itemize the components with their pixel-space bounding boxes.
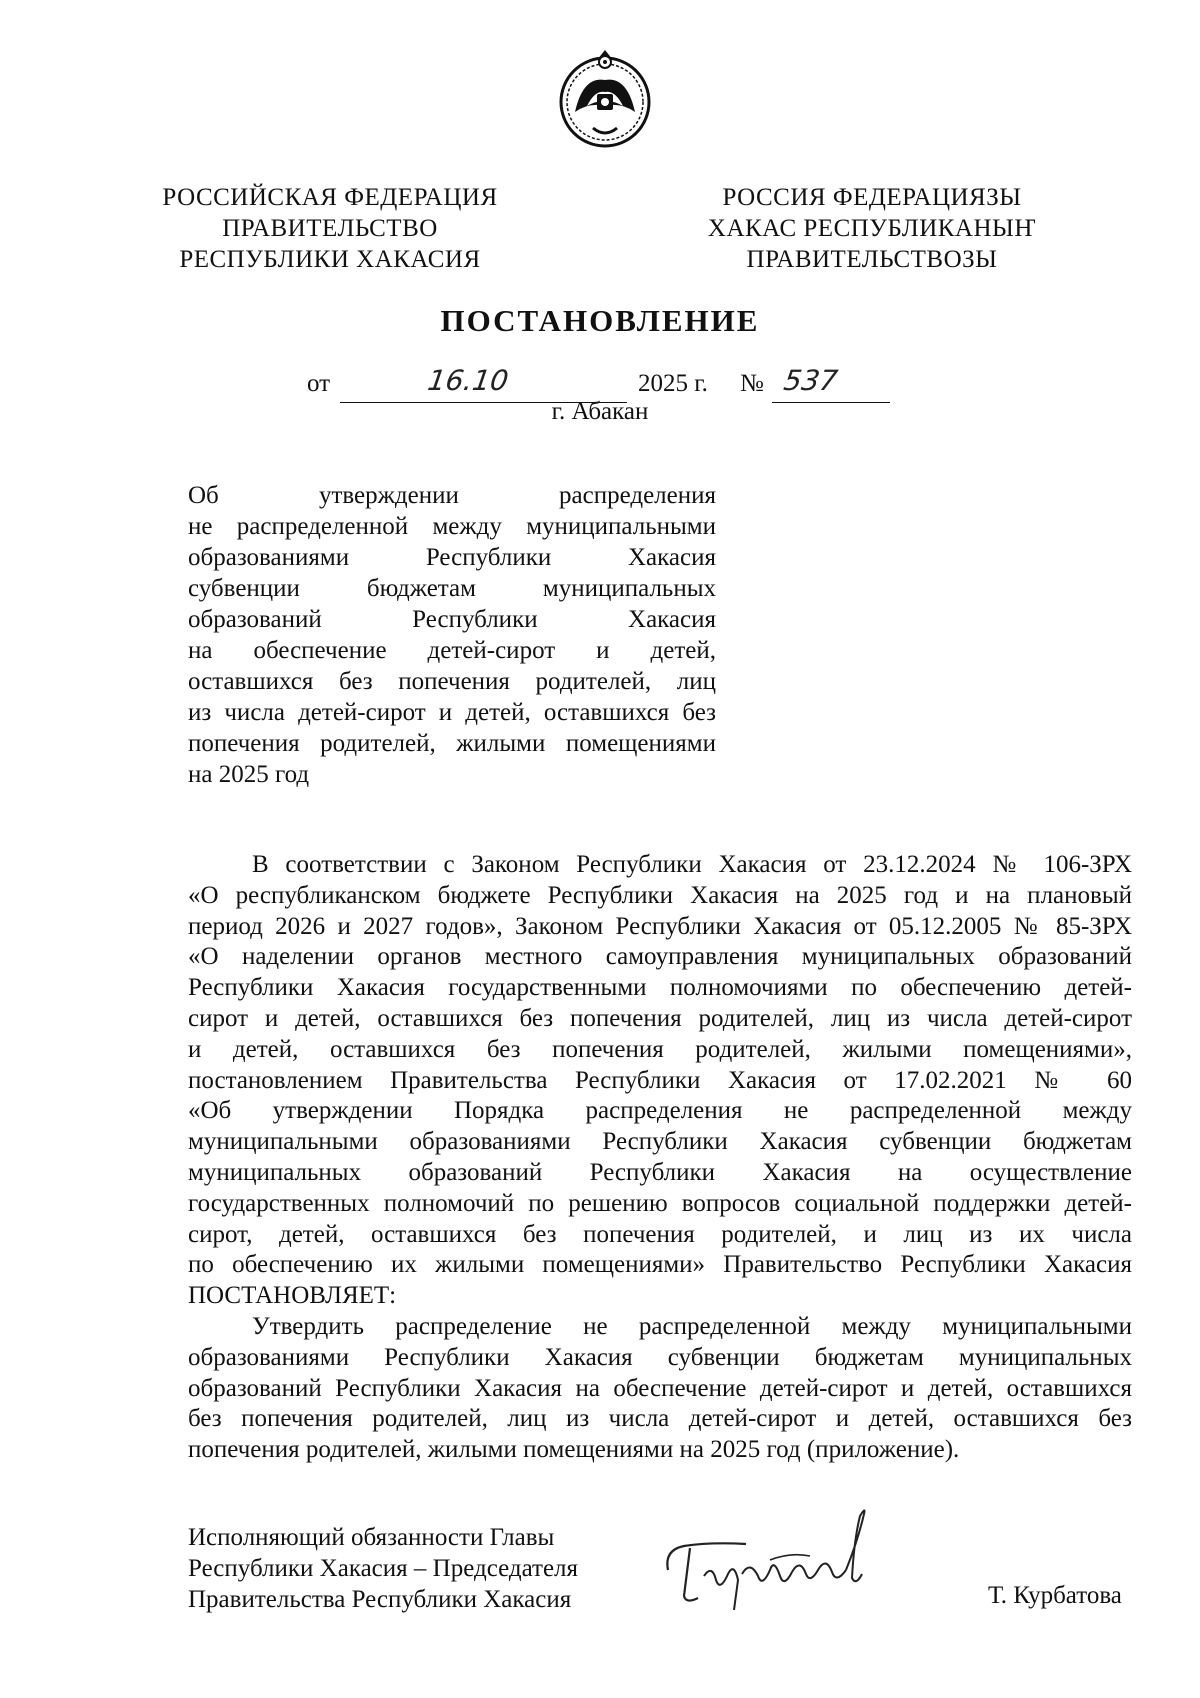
- subject-line: попечения родителей, жилыми помещениями: [188, 730, 716, 757]
- subject-block: [188, 480, 716, 790]
- body-line: «О республиканском бюджете Республики Хакасия на 2025 год и на плановый: [188, 881, 1132, 909]
- signer-name: Т. Курбатова: [988, 1582, 1122, 1609]
- signatory-position: [188, 1522, 578, 1615]
- body-line: попечения родителей, жилыми помещениями на 2025 год (приложение).: [188, 1436, 960, 1464]
- subject-line: субвенции бюджетам муниципальных: [188, 575, 716, 602]
- header-right-line: ХАКАС РЕСПУБЛИКАНЫҤ: [707, 215, 1037, 242]
- subject-line: образований Республики Хакасия: [188, 606, 716, 633]
- body-line: В соответствии с Законом Республики Хакасия от 23.12.2024 № 106-ЗРХ: [252, 851, 1132, 878]
- date-prefix: от: [307, 370, 331, 397]
- subject-line: образованиями Республики Хакасия: [188, 544, 716, 571]
- handwritten-number: 537: [781, 364, 840, 397]
- city: г. Абакан: [551, 398, 649, 425]
- subject-line: на 2025 год: [188, 761, 310, 788]
- header-right: [692, 182, 1052, 275]
- body-line: государственных полномочий по решению вопросов социальной поддержки детей-: [188, 1189, 1132, 1217]
- handwritten-signature: [650, 1500, 890, 1620]
- header-left: [150, 182, 510, 275]
- body-line: муниципальных образований Республики Хакасия на осуществление: [188, 1158, 1132, 1186]
- position-line: Республики Хакасия – Председателя: [188, 1555, 579, 1582]
- subject-line: оставшихся без попечения родителей, лиц: [188, 668, 716, 695]
- document-title: ПОСТАНОВЛЕНИЕ: [440, 303, 760, 338]
- header-left-line: ПРАВИТЕЛЬСТВО: [222, 215, 438, 242]
- body-line: Утвердить распределение не распределенной между муниципальными: [252, 1312, 1132, 1340]
- position-line: Правительства Республики Хакасия: [188, 1586, 572, 1613]
- body-line: муниципальными образованиями Республики Хакасия субвенции бюджетам: [188, 1128, 1132, 1156]
- body-line: сирот и детей, оставшихся без попечения родителей, лиц из числа детей-сирот: [188, 1004, 1132, 1032]
- subject-line: из числа детей-сирот и детей, оставшихся без: [188, 699, 716, 726]
- date-year: 2025 г.: [638, 370, 708, 397]
- body-line: сирот, детей, оставшихся без попечения родителей, и лиц из их числа: [188, 1220, 1132, 1248]
- header-left-line: РОССИЙСКАЯ ФЕДЕРАЦИЯ: [162, 184, 498, 211]
- subject-line: Об утверждении распределения: [188, 482, 716, 509]
- body-line: образованиями Республики Хакасия субвенции бюджетам муниципальных: [188, 1343, 1132, 1371]
- header-left-line: РЕСПУБЛИКИ ХАКАСИЯ: [179, 246, 481, 273]
- body-line: по обеспечению их жилыми помещениями» Правительство Республики Хакасия: [188, 1251, 1132, 1279]
- number-sign: №: [740, 370, 764, 397]
- subject-line: не распределенной между муниципальными: [188, 513, 716, 540]
- body-line: постановлением Правительства Республики Хакасия от 17.02.2021 № 60: [188, 1066, 1132, 1094]
- body-line: без попечения родителей, лиц из числа детей-сирот и детей, оставшихся без: [188, 1405, 1132, 1433]
- body-line: ПОСТАНОВЛЯЕТ:: [188, 1282, 397, 1310]
- body-line: «О наделении органов местного самоуправления муниципальных образований: [188, 943, 1132, 971]
- handwritten-date: 16.10: [425, 364, 511, 397]
- header-right-line: ПРАВИТЕЛЬСТВОЗЫ: [746, 246, 998, 273]
- body-text: [188, 850, 1132, 1466]
- subject-line: на обеспечение детей-сирот и детей,: [188, 637, 716, 664]
- body-line: образований Республики Хакасия на обеспечение детей-сирот и детей, оставшихся: [188, 1374, 1132, 1402]
- coat-of-arms-emblem: [553, 46, 657, 150]
- body-line: «Об утверждении Порядка распределения не распределенной между: [188, 1097, 1132, 1125]
- body-line: период 2026 и 2027 годов», Законом Республики Хакасия от 05.12.2005 № 85-ЗРХ: [188, 912, 1132, 940]
- position-line: Исполняющий обязанности Главы: [188, 1524, 555, 1551]
- body-line: Республики Хакасия государственными полномочиями по обеспечению детей-: [188, 974, 1132, 1002]
- body-line: и детей, оставшихся без попечения родителей, жилыми помещениями»,: [188, 1035, 1132, 1063]
- header-right-line: РОССИЯ ФЕДЕРАЦИЯЗЫ: [722, 184, 1022, 211]
